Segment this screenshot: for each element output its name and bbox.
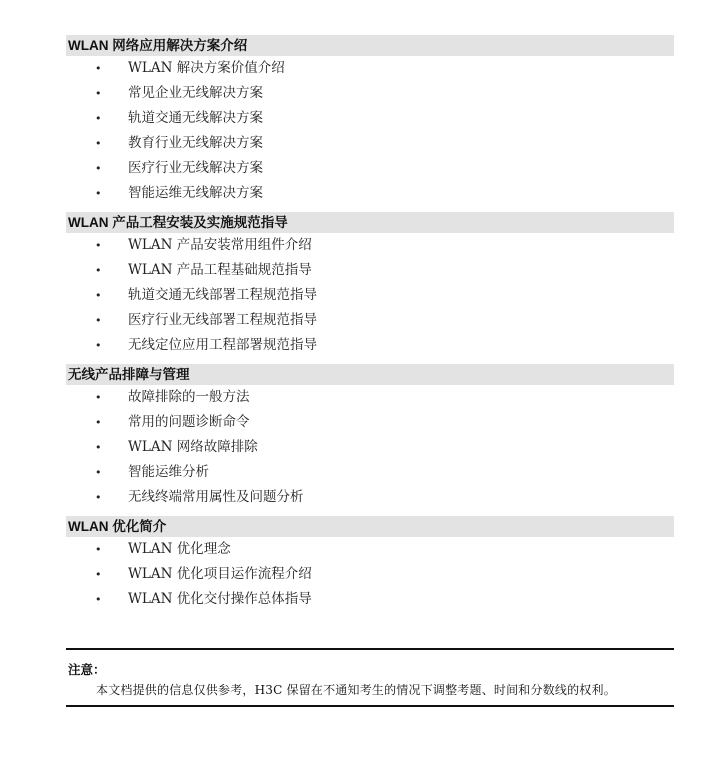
list-item	[66, 385, 674, 410]
bullet-icon: •	[95, 239, 102, 252]
bullet-icon: •	[95, 593, 102, 606]
list-item-label: 轨道交通无线部署工程规范指导	[128, 287, 317, 303]
section-troubleshooting	[66, 364, 674, 510]
section-heading: WLAN 产品工程安装及实施规范指导	[66, 212, 674, 233]
list-item	[66, 333, 674, 358]
list-item	[66, 156, 674, 181]
bullet-icon: •	[95, 289, 102, 302]
bullet-icon: •	[95, 491, 102, 504]
syllabus-content	[66, 35, 674, 612]
bullet-icon: •	[95, 339, 102, 352]
list-item	[66, 181, 674, 206]
section-heading: 无线产品排障与管理	[66, 364, 674, 385]
list-item	[66, 562, 674, 587]
bullet-icon: •	[95, 441, 102, 454]
list-item-label: 智能运维分析	[128, 464, 209, 480]
list-item	[66, 587, 674, 612]
section-wlan-solutions	[66, 35, 674, 206]
list-item	[66, 308, 674, 333]
section-heading: WLAN 优化简介	[66, 516, 674, 537]
list-item	[66, 435, 674, 460]
list-item	[66, 537, 674, 562]
list-item-label: WLAN 网络故障排除	[128, 439, 258, 455]
section-optimization	[66, 516, 674, 612]
bullet-icon: •	[95, 137, 102, 150]
list-item-label: 无线终端常用属性及问题分析	[128, 489, 304, 505]
bullet-icon: •	[95, 264, 102, 277]
bullet-icon: •	[95, 391, 102, 404]
list-item-label: 智能运维无线解决方案	[128, 185, 263, 201]
bullet-icon: •	[95, 162, 102, 175]
bullet-icon: •	[95, 416, 102, 429]
list-item-label: 常用的问题诊断命令	[128, 414, 250, 430]
bullet-icon: •	[95, 112, 102, 125]
list-item-label: WLAN 产品安装常用组件介绍	[128, 237, 312, 253]
list-item-label: 常见企业无线解决方案	[128, 85, 263, 101]
topic-list	[66, 233, 674, 358]
section-heading: WLAN 网络应用解决方案介绍	[66, 35, 674, 56]
list-item-label: 教育行业无线解决方案	[128, 135, 263, 151]
bullet-icon: •	[95, 187, 102, 200]
notice-title: 注意：	[68, 662, 106, 677]
bullet-icon: •	[95, 87, 102, 100]
bullet-icon: •	[95, 62, 102, 75]
notice-box	[66, 648, 674, 707]
notice-text: 本文档提供的信息仅供参考，H3C 保留在不通知考生的情况下调整考题、时间和分数线的权利。	[96, 683, 616, 697]
list-item-label: WLAN 优化项目运作流程介绍	[128, 566, 312, 582]
topic-list	[66, 385, 674, 510]
list-item	[66, 410, 674, 435]
list-item-label: 医疗行业无线部署工程规范指导	[128, 312, 317, 328]
list-item	[66, 81, 674, 106]
list-item	[66, 233, 674, 258]
list-item-label: 无线定位应用工程部署规范指导	[128, 337, 317, 353]
list-item-label: WLAN 优化交付操作总体指导	[128, 591, 312, 607]
list-item-label: WLAN 解决方案价值介绍	[128, 60, 285, 76]
list-item	[66, 56, 674, 81]
list-item	[66, 283, 674, 308]
list-item	[66, 258, 674, 283]
topic-list	[66, 56, 674, 206]
bullet-icon: •	[95, 314, 102, 327]
bullet-icon: •	[95, 466, 102, 479]
list-item	[66, 485, 674, 510]
list-item-label: 轨道交通无线解决方案	[128, 110, 263, 126]
section-installation-guide	[66, 212, 674, 358]
bullet-icon: •	[95, 543, 102, 556]
list-item-label: WLAN 优化理念	[128, 541, 231, 557]
list-item	[66, 106, 674, 131]
topic-list	[66, 537, 674, 612]
bullet-icon: •	[95, 568, 102, 581]
list-item	[66, 131, 674, 156]
list-item	[66, 460, 674, 485]
list-item-label: WLAN 产品工程基础规范指导	[128, 262, 312, 278]
list-item-label: 故障排除的一般方法	[128, 389, 250, 405]
list-item-label: 医疗行业无线解决方案	[128, 160, 263, 176]
